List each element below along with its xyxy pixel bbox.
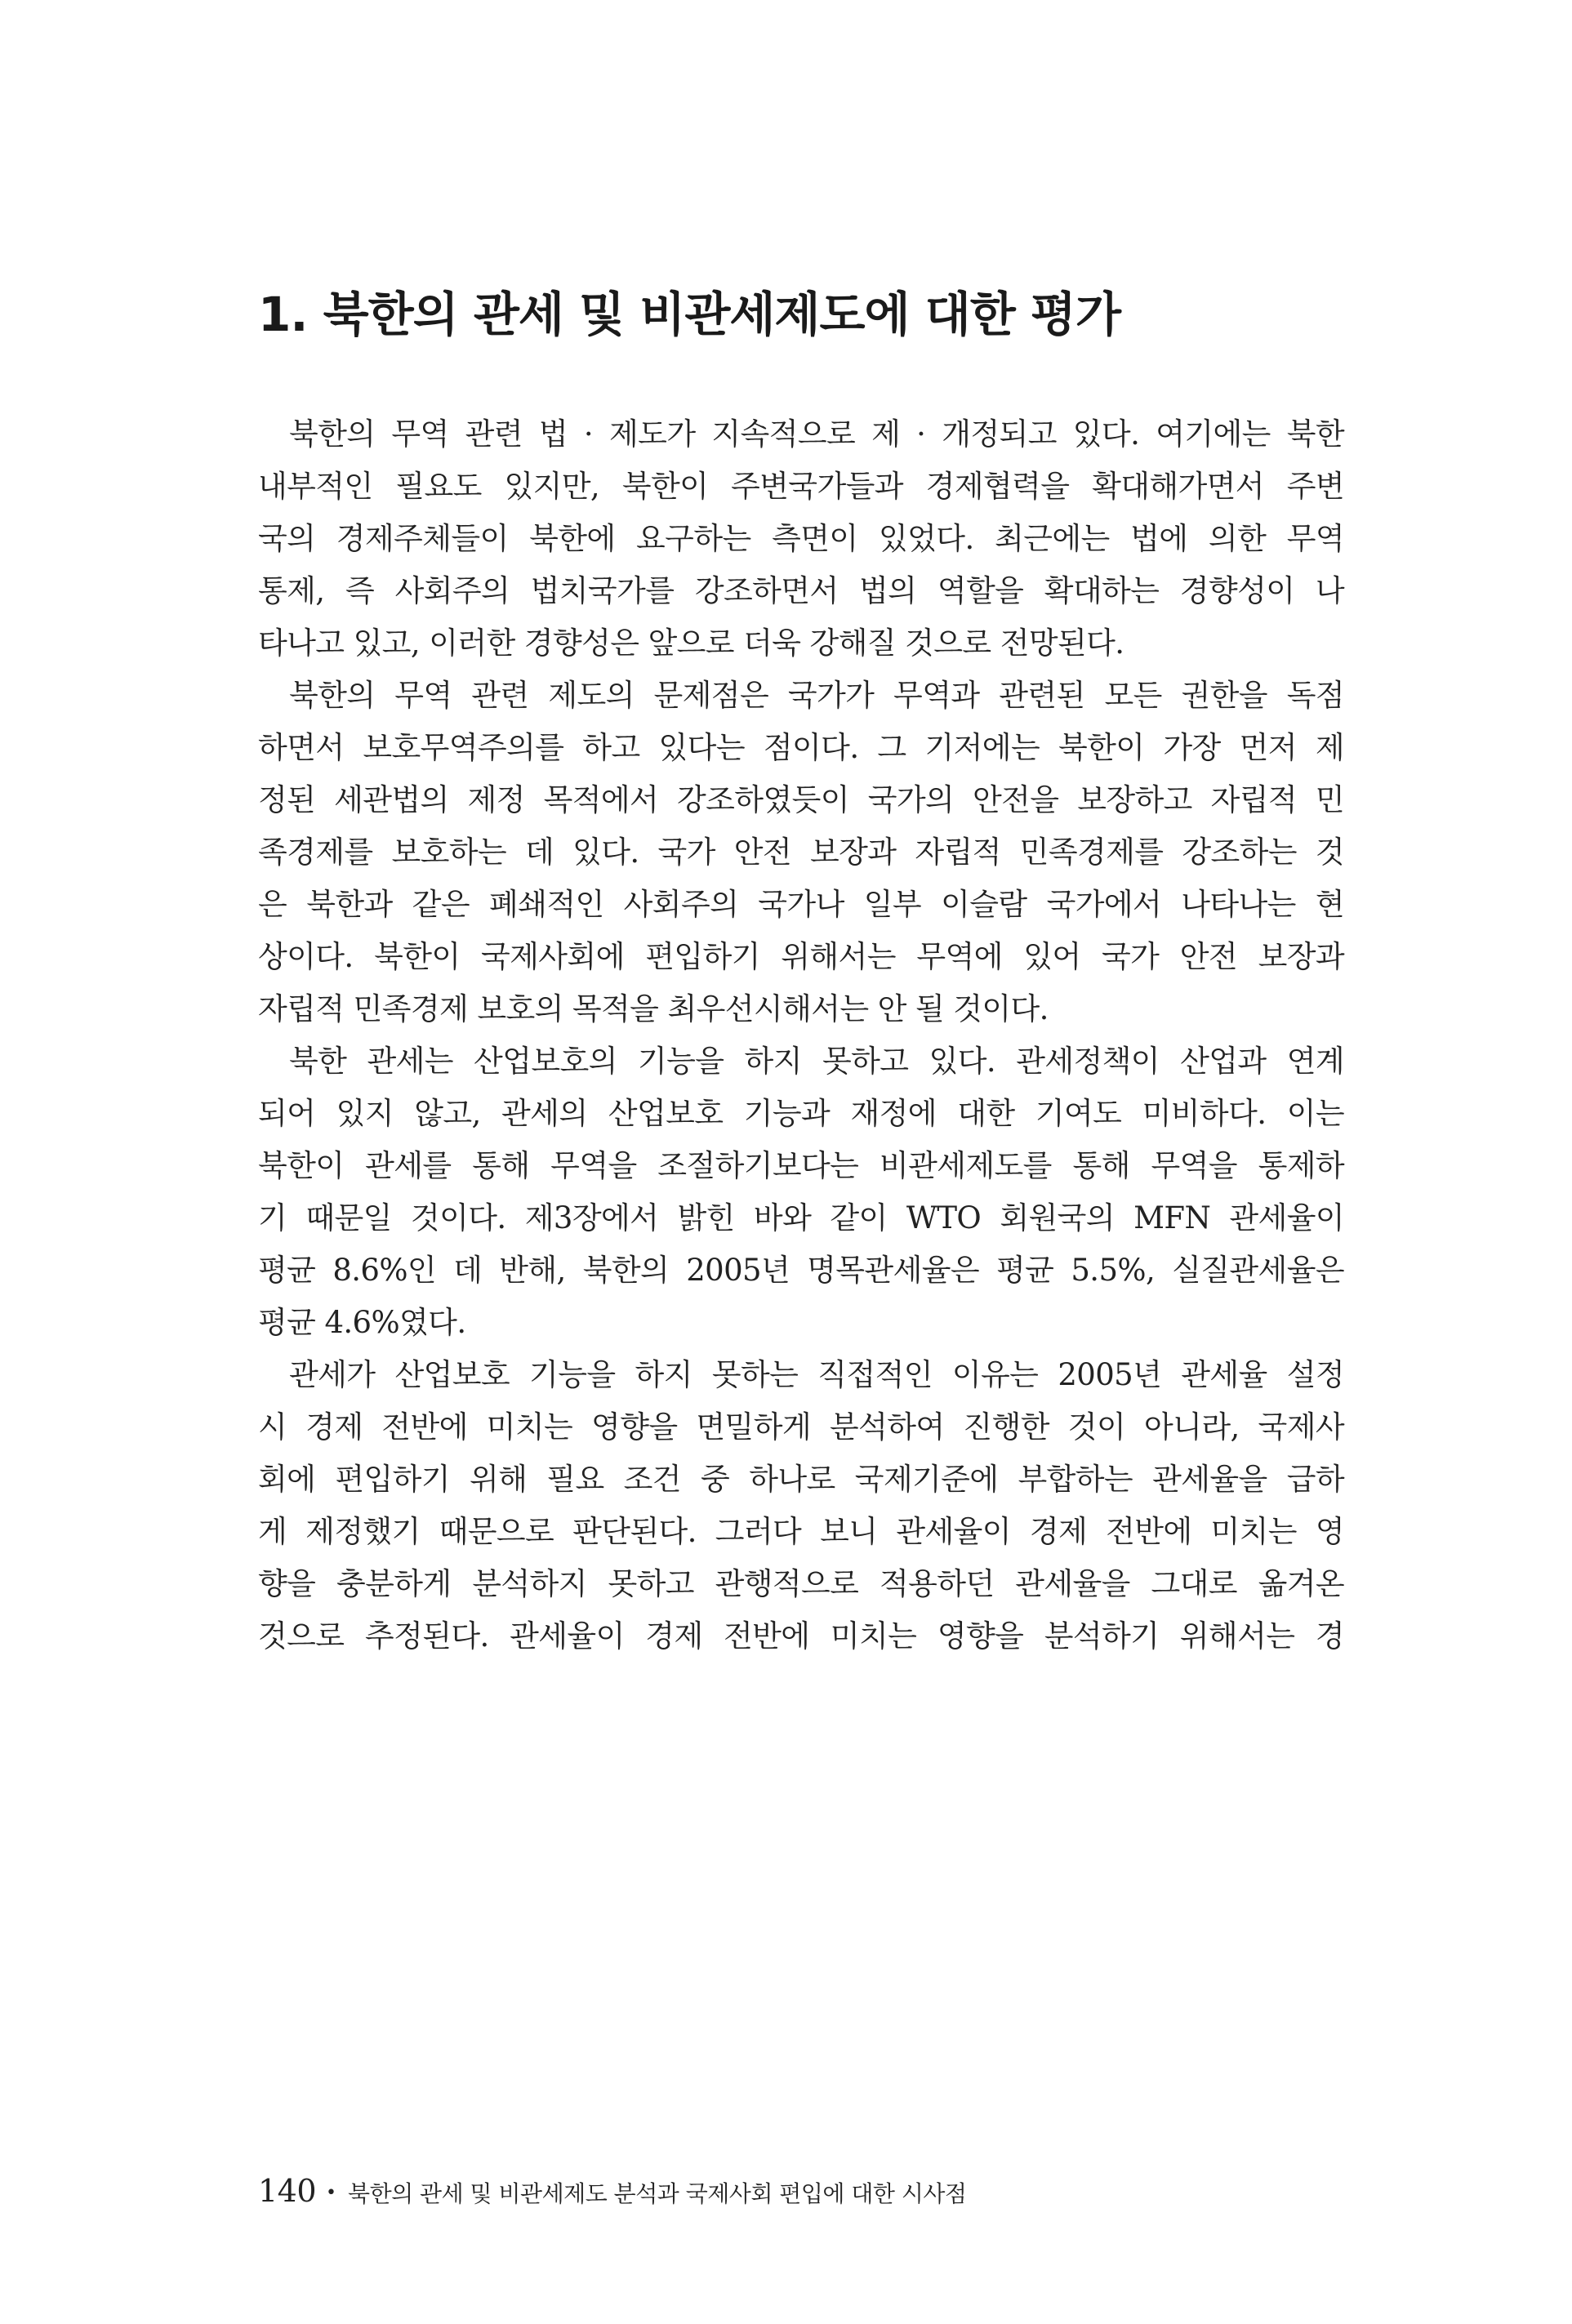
text-line: 게 제정했기 때문으로 판단된다. 그러다 보니 관세율이 경제 전반에 미치는 영 bbox=[258, 1514, 1344, 1549]
text-line: 상이다. 북한이 국제사회에 편입하기 위해서는 무역에 있어 국가 안전 보장과 bbox=[258, 939, 1344, 974]
text-line: 북한의 무역 관련 제도의 문제점은 국가가 무역과 관련된 모든 권한을 독점 bbox=[289, 678, 1344, 713]
text-line: 시 경제 전반에 미치는 영향을 면밀하게 분석하여 진행한 것이 아니라, 국제사 bbox=[258, 1409, 1344, 1445]
footer-bullet: • bbox=[326, 2183, 337, 2203]
page-number: 140 bbox=[258, 2173, 317, 2209]
text-line: 것으로 추정된다. 관세율이 경제 전반에 미치는 영향을 분석하기 위해서는 경 bbox=[258, 1618, 1344, 1654]
body-text bbox=[258, 408, 1344, 1663]
text-line: 기 때문일 것이다. 제3장에서 밝힌 바와 같이 WTO 회원국의 MFN 관세율이 bbox=[258, 1200, 1344, 1235]
text-line: 향을 충분하게 분석하지 못하고 관행적으로 적용하던 관세율을 그대로 옮겨온 bbox=[258, 1566, 1344, 1601]
text-line: 족경제를 보호하는 데 있다. 국가 안전 보장과 자립적 민족경제를 강조하는 것 bbox=[258, 835, 1344, 870]
text-line: 하면서 보호무역주의를 하고 있다는 점이다. 그 기저에는 북한이 가장 먼저 제 bbox=[258, 730, 1344, 765]
text-line: 내부적인 필요도 있지만, 북한이 주변국가들과 경제협력을 확대해가면서 주변 bbox=[258, 469, 1344, 504]
running-title: 북한의 관세 및 비관세제도 분석과 국제사회 편입에 대한 시사점 bbox=[348, 2180, 967, 2207]
text-line: 국의 경제주체들이 북한에 요구하는 측면이 있었다. 최근에는 법에 의한 무역 bbox=[258, 521, 1344, 556]
text-line: 정된 세관법의 제정 목적에서 강조하였듯이 국가의 안전을 보장하고 자립적 민 bbox=[258, 782, 1344, 817]
text-line: 타나고 있고, 이러한 경향성은 앞으로 더욱 강해질 것으로 전망된다. bbox=[258, 626, 1124, 661]
text-line: 자립적 민족경제 보호의 목적을 최우선시해서는 안 될 것이다. bbox=[258, 991, 1049, 1026]
text-line: 관세가 산업보호 기능을 하지 못하는 직접적인 이유는 2005년 관세율 설정 bbox=[289, 1357, 1344, 1392]
text-line: 평균 8.6%인 데 반해, 북한의 2005년 명목관세율은 평균 5.5%, 실질관세율은 bbox=[258, 1253, 1344, 1288]
text-line: 북한이 관세를 통해 무역을 조절하기보다는 비관세제도를 통해 무역을 통제하 bbox=[258, 1148, 1344, 1183]
text-line: 북한의 무역 관련 법 · 제도가 지속적으로 제 · 개정되고 있다. 여기에는 북한 bbox=[289, 416, 1344, 452]
text-line: 북한 관세는 산업보호의 기능을 하지 못하고 있다. 관세정책이 산업과 연계 bbox=[289, 1044, 1344, 1079]
text-line: 회에 편입하기 위해 필요 조건 중 하나로 국제기준에 부합하는 관세율을 급하 bbox=[258, 1462, 1344, 1497]
section-title: 1. 북한의 관세 및 비관세제도에 대한 평가 bbox=[258, 287, 1120, 342]
text-line: 되어 있지 않고, 관세의 산업보호 기능과 재정에 대한 기여도 미비하다. 이는 bbox=[258, 1096, 1344, 1131]
page-footer bbox=[258, 2170, 966, 2211]
text-line: 평균 4.6%였다. bbox=[258, 1305, 466, 1340]
text-line: 통제, 즉 사회주의 법치국가를 강조하면서 법의 역할을 확대하는 경향성이 나 bbox=[258, 573, 1344, 608]
text-line: 은 북한과 같은 폐쇄적인 사회주의 국가나 일부 이슬람 국가에서 나타나는 현 bbox=[258, 887, 1344, 922]
